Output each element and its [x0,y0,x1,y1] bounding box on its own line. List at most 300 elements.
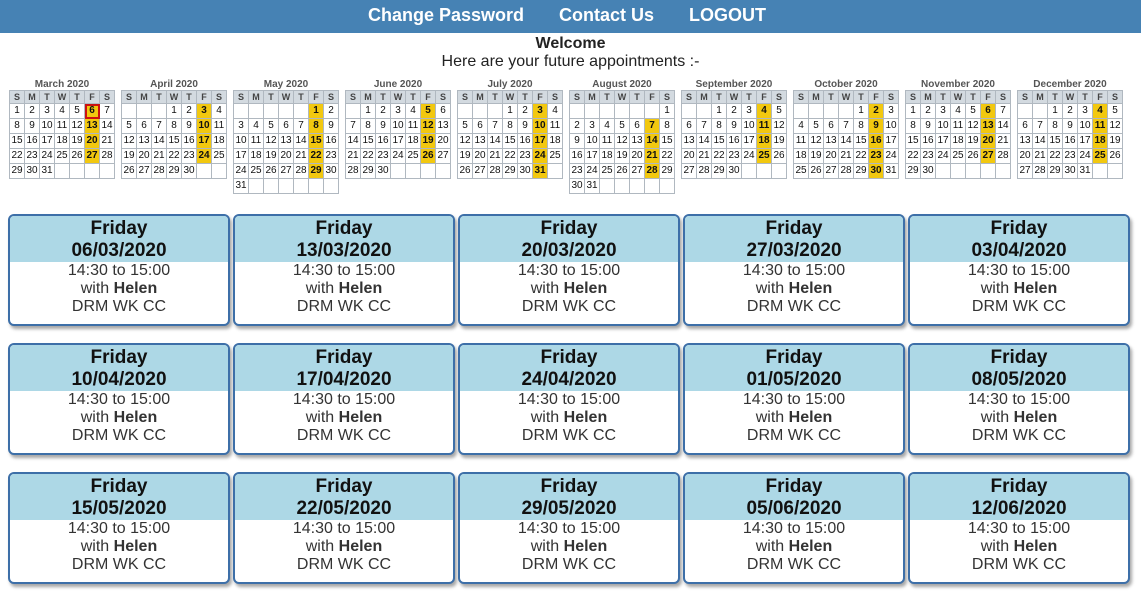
calendar-day: 1 [854,104,869,119]
calendar-day: 15 [167,134,182,149]
change-password-link[interactable]: Change Password [368,5,525,25]
calendar-day: 26 [458,164,473,179]
calendar-day: 20 [1018,149,1033,164]
weekday-header: S [660,91,675,104]
calendar-day-appointment[interactable]: 17 [533,134,548,149]
calendar-empty-cell [951,164,966,179]
calendar-empty-cell [660,179,675,194]
calendar-day: 13 [279,134,294,149]
calendar-empty-cell [70,164,85,179]
calendar-day-appointment[interactable]: 17 [197,134,212,149]
calendar-day-appointment[interactable]: 20 [981,134,996,149]
calendar-day: 10 [884,119,899,134]
calendar-empty-cell [839,104,854,119]
with-label: with [80,538,110,555]
appointment-card-header [685,474,903,520]
calendar-day-appointment[interactable]: 26 [421,149,436,164]
weekday-header: W [951,91,966,104]
calendar-day: 7 [1033,119,1048,134]
appointment-location: DRM WK CC [296,298,392,315]
calendar-day: 16 [25,134,40,149]
appointment-person: Helen [113,538,158,555]
appointment-card[interactable] [908,214,1130,326]
appointment-date: 13/03/2020 [296,240,392,261]
calendar-day: 24 [742,149,757,164]
weekday-header: S [346,91,361,104]
appointment-time: 14:30 to 15:00 [292,391,396,408]
calendar-day: 10 [1078,119,1093,134]
calendar-day-appointment[interactable]: 5 [421,104,436,119]
calendar-day: 9 [570,134,585,149]
calendar-month-title: October 2020 [814,79,878,90]
calendar-day: 17 [936,134,951,149]
weekday-header: M [809,91,824,104]
calendar-day: 26 [809,164,824,179]
appointment-person: Helen [1013,280,1058,297]
mini-calendar [1017,80,1123,179]
calendar-day: 2 [324,104,339,119]
calendar-day: 21 [839,149,854,164]
calendar-empty-cell [436,164,451,179]
weekday-header: M [249,91,264,104]
calendar-day: 9 [25,119,40,134]
calendar-empty-cell [212,164,227,179]
weekday-header: W [1063,91,1078,104]
calendar-day-appointment[interactable]: 21 [645,149,660,164]
calendar-day-appointment[interactable]: 27 [981,149,996,164]
calendar-day: 21 [488,149,503,164]
weekday-header: S [122,91,137,104]
weekday-header: T [854,91,869,104]
calendar-day: 24 [585,164,600,179]
with-label: with [305,280,335,297]
calendar-day-appointment[interactable]: 13 [85,119,100,134]
calendar-day: 29 [854,164,869,179]
logout-link[interactable]: LOGOUT [689,5,766,25]
appointment-card-header [910,345,1128,391]
calendar-day: 4 [794,119,809,134]
calendar-empty-cell [324,179,339,194]
calendar-day: 22 [712,149,727,164]
calendar-day-appointment[interactable]: 9 [869,119,884,134]
calendar-day: 18 [249,149,264,164]
calendar-empty-cell [585,104,600,119]
appointment-card[interactable] [458,214,680,326]
appointment-card[interactable] [908,472,1130,584]
calendar-day: 12 [1108,119,1123,134]
appointment-card-body [910,262,1128,316]
appointment-day: Friday [315,476,373,497]
calendar-day: 27 [1018,164,1033,179]
appointment-with-line [685,538,903,556]
calendar-day: 6 [630,119,645,134]
calendar-day: 22 [660,149,675,164]
calendar-day: 23 [1063,149,1078,164]
calendar-day: 17 [742,134,757,149]
calendar-day: 21 [346,149,361,164]
weekday-header: M [921,91,936,104]
calendar-day-appointment[interactable]: 3 [533,104,548,119]
contact-us-link[interactable]: Contact Us [559,5,655,25]
welcome-heading: Welcome [535,35,606,52]
calendar-day: 28 [346,164,361,179]
mini-calendar [233,80,339,194]
appointment-day: Friday [315,347,373,368]
appointment-card[interactable] [8,214,230,326]
calendar-month-title: March 2020 [34,79,90,90]
weekday-header: F [869,91,884,104]
appointment-card[interactable] [458,343,680,455]
calendar-day: 25 [951,149,966,164]
calendar-day: 30 [25,164,40,179]
weekday-header: F [533,91,548,104]
calendar-day: 1 [503,104,518,119]
appointment-card[interactable] [233,472,455,584]
appointment-day: Friday [990,476,1048,497]
calendar-day: 31 [40,164,55,179]
calendar-day: 13 [137,134,152,149]
calendar-day: 30 [376,164,391,179]
calendar-day: 3 [234,119,249,134]
appointment-person: Helen [788,538,833,555]
appointment-date: 22/05/2020 [296,498,392,519]
calendar-day: 15 [906,134,921,149]
appointment-card[interactable] [8,343,230,455]
calendar-day-appointment[interactable]: 1 [309,104,324,119]
calendar-empty-cell [742,164,757,179]
calendar-day: 13 [1018,134,1033,149]
calendar-day: 24 [391,149,406,164]
calendar-day-appointment[interactable]: 23 [869,149,884,164]
calendar-day-appointment[interactable]: 20 [85,134,100,149]
calendar-day-appointment[interactable]: 31 [533,164,548,179]
calendar-day: 1 [361,104,376,119]
calendar-day-appointment[interactable]: 4 [1093,104,1108,119]
calendar-month-title: August 2020 [592,79,652,90]
appointment-card[interactable] [683,214,905,326]
calendar-day: 2 [727,104,742,119]
calendar-day: 16 [570,149,585,164]
calendar-day-appointment[interactable]: 11 [757,119,772,134]
calendar-day-appointment[interactable]: 12 [421,119,436,134]
calendar-day: 12 [70,119,85,134]
weekday-header: M [25,91,40,104]
calendar-day-appointment[interactable]: 6 [85,104,100,119]
calendar-day: 8 [660,119,675,134]
appointment-date: 15/05/2020 [71,498,167,519]
calendar-day: 13 [630,134,645,149]
calendar-day-appointment[interactable]: 27 [85,149,100,164]
calendar-day: 5 [615,119,630,134]
weekday-header: T [1048,91,1063,104]
calendar-day: 18 [406,134,421,149]
calendar-empty-cell [137,104,152,119]
calendar-day-appointment[interactable]: 18 [757,134,772,149]
calendar-day: 29 [660,164,675,179]
calendar-day: 12 [966,119,981,134]
appointment-time: 14:30 to 15:00 [742,391,846,408]
calendar-empty-cell [548,164,563,179]
calendar-day: 10 [936,119,951,134]
calendar-empty-cell [391,164,406,179]
with-label: with [980,538,1010,555]
calendar-day: 13 [436,119,451,134]
calendar-day: 20 [279,149,294,164]
appointment-card[interactable] [233,214,455,326]
calendar-day-appointment[interactable]: 4 [757,104,772,119]
weekday-header: M [697,91,712,104]
weekday-header: M [1033,91,1048,104]
calendar-day: 21 [294,149,309,164]
appointment-person: Helen [113,280,158,297]
calendar-day-appointment[interactable]: 16 [869,134,884,149]
calendar-day: 31 [884,164,899,179]
mini-calendar [905,80,1011,179]
weekday-header: F [645,91,660,104]
weekday-header: W [727,91,742,104]
appointment-person: Helen [338,280,383,297]
weekday-header: F [197,91,212,104]
weekday-header: S [324,91,339,104]
appointment-card[interactable] [908,343,1130,455]
calendar-empty-cell [458,104,473,119]
calendar-empty-cell [234,104,249,119]
calendar-day-appointment[interactable]: 7 [645,119,660,134]
calendar-day: 2 [25,104,40,119]
calendar-day-appointment[interactable]: 8 [309,119,324,134]
weekday-header: F [421,91,436,104]
calendar-day: 30 [727,164,742,179]
calendar-day-appointment[interactable]: 2 [869,104,884,119]
appointments-subtitle: Here are your future appointments :- [441,53,700,70]
calendar-day-appointment[interactable]: 28 [645,164,660,179]
calendar-day: 25 [249,164,264,179]
calendar-empty-cell [570,104,585,119]
calendar-day: 27 [436,149,451,164]
appointment-date: 08/05/2020 [971,369,1067,390]
calendar-day: 10 [585,134,600,149]
weekday-header: W [55,91,70,104]
appointment-day: Friday [990,218,1048,239]
calendar-empty-cell [85,164,100,179]
calendar-day: 14 [839,134,854,149]
calendar-day: 15 [361,134,376,149]
calendar-day: 18 [548,134,563,149]
calendar-day: 1 [712,104,727,119]
weekday-header: S [570,91,585,104]
calendar-empty-cell [600,179,615,194]
calendar-day-appointment[interactable]: 22 [309,149,324,164]
with-label: with [530,538,560,555]
calendar-day: 26 [264,164,279,179]
appointment-card[interactable] [683,343,905,455]
calendar-day: 2 [570,119,585,134]
calendar-day: 6 [682,119,697,134]
calendar-day: 24 [884,149,899,164]
calendar-month-title: September 2020 [695,79,773,90]
calendar-day: 11 [249,134,264,149]
calendar-day: 25 [794,164,809,179]
calendar-day: 9 [182,119,197,134]
calendar-day: 20 [137,149,152,164]
calendar-day-appointment[interactable]: 24 [533,149,548,164]
calendar-day-appointment[interactable]: 25 [1093,149,1108,164]
calendar-day: 11 [406,119,421,134]
appointment-day: Friday [990,347,1048,368]
appointment-card[interactable] [458,472,680,584]
calendar-day-appointment[interactable]: 3 [197,104,212,119]
calendar-day: 30 [570,179,585,194]
calendar-day: 23 [921,149,936,164]
appointment-card-body [10,262,228,316]
appointment-card-body [685,520,903,574]
appointment-person: Helen [338,409,383,426]
calendar-day-appointment[interactable]: 14 [645,134,660,149]
appointment-person: Helen [338,538,383,555]
appointment-location: DRM WK CC [746,556,842,573]
calendar-day: 5 [1108,104,1123,119]
calendar-day-appointment[interactable]: 15 [309,134,324,149]
calendar-empty-cell [630,104,645,119]
weekday-header: T [936,91,951,104]
appointment-with-line [10,280,228,298]
calendar-empty-cell [197,164,212,179]
calendar-day-appointment[interactable]: 13 [981,119,996,134]
calendar-day: 7 [697,119,712,134]
calendar-empty-cell [346,104,361,119]
appointment-card-header [910,474,1128,520]
calendar-day: 3 [884,104,899,119]
calendar-day-appointment[interactable]: 6 [981,104,996,119]
calendar-day: 8 [167,119,182,134]
calendar-day: 1 [660,104,675,119]
calendar-day: 9 [921,119,936,134]
appointment-time: 14:30 to 15:00 [742,520,846,537]
calendar-day: 15 [1048,134,1063,149]
appointment-day: Friday [540,218,598,239]
calendar-day: 12 [122,134,137,149]
calendar-day: 28 [996,149,1011,164]
appointment-with-line [10,409,228,427]
calendar-day: 10 [391,119,406,134]
appointment-card-body [685,262,903,316]
calendar-empty-cell [966,164,981,179]
calendar-day-appointment[interactable]: 30 [869,164,884,179]
calendar-day: 19 [122,149,137,164]
appointment-card[interactable] [8,472,230,584]
calendar-day-appointment[interactable]: 24 [197,149,212,164]
calendar-day: 27 [682,164,697,179]
appointment-location: DRM WK CC [971,298,1067,315]
appointment-location: DRM WK CC [521,556,617,573]
weekday-header: S [682,91,697,104]
calendar-day: 4 [212,104,227,119]
appointment-location: DRM WK CC [746,298,842,315]
with-label: with [305,409,335,426]
calendar-day: 12 [458,134,473,149]
calendar-day: 29 [906,164,921,179]
weekday-header: T [40,91,55,104]
with-label: with [80,409,110,426]
calendar-day-appointment[interactable]: 10 [533,119,548,134]
calendar-day: 5 [772,104,787,119]
calendar-day: 19 [615,149,630,164]
calendar-month-title: April 2020 [150,79,198,90]
calendar-day: 4 [548,104,563,119]
calendar-day: 25 [548,149,563,164]
weekday-header: W [839,91,854,104]
calendar-day: 26 [966,149,981,164]
weekday-header: S [996,91,1011,104]
appointment-date: 06/03/2020 [71,240,167,261]
calendar-empty-cell [996,164,1011,179]
calendar-day: 19 [809,149,824,164]
calendar-day: 14 [294,134,309,149]
calendar-day-appointment[interactable]: 11 [1093,119,1108,134]
calendar-day: 29 [503,164,518,179]
appointment-date: 20/03/2020 [521,240,617,261]
calendar-empty-cell [936,164,951,179]
calendar-day: 15 [854,134,869,149]
appointment-with-line [10,538,228,556]
calendar-day: 5 [122,119,137,134]
mini-calendar [9,80,115,179]
calendar-day: 7 [839,119,854,134]
appointment-card-header [685,345,903,391]
appointment-card[interactable] [233,343,455,455]
calendar-day: 17 [391,134,406,149]
appointment-time: 14:30 to 15:00 [67,520,171,537]
calendar-day: 22 [1048,149,1063,164]
appointment-card-header [460,216,678,262]
calendar-day: 31 [234,179,249,194]
calendar-day-appointment[interactable]: 19 [421,134,436,149]
appointment-card[interactable] [683,472,905,584]
appointment-location: DRM WK CC [71,427,167,444]
calendar-empty-cell [1033,104,1048,119]
appointment-card-header [10,345,228,391]
calendar-day: 4 [600,119,615,134]
calendar-day-appointment[interactable]: 25 [757,149,772,164]
calendar-day: 23 [570,164,585,179]
appointment-location: DRM WK CC [521,298,617,315]
calendar-day-appointment[interactable]: 10 [197,119,212,134]
weekday-header: F [85,91,100,104]
calendar-day: 12 [809,134,824,149]
weekday-header: T [294,91,309,104]
appointment-date: 24/04/2020 [521,369,617,390]
weekday-header: M [361,91,376,104]
appointment-with-line [910,538,1128,556]
weekday-header: T [1078,91,1093,104]
weekday-header: W [503,91,518,104]
appointment-location: DRM WK CC [971,556,1067,573]
calendar-empty-cell [630,179,645,194]
weekday-header: T [742,91,757,104]
calendar-day-appointment[interactable]: 29 [309,164,324,179]
calendar-day: 21 [152,149,167,164]
appointment-location: DRM WK CC [971,427,1067,444]
calendar-day: 8 [361,119,376,134]
appointment-with-line [460,538,678,556]
appointment-card-body [910,391,1128,445]
weekday-header: S [794,91,809,104]
calendar-day: 15 [660,134,675,149]
calendar-empty-cell [794,104,809,119]
weekday-header: S [458,91,473,104]
top-nav-bar [0,0,1141,33]
calendar-day-appointment[interactable]: 18 [1093,134,1108,149]
